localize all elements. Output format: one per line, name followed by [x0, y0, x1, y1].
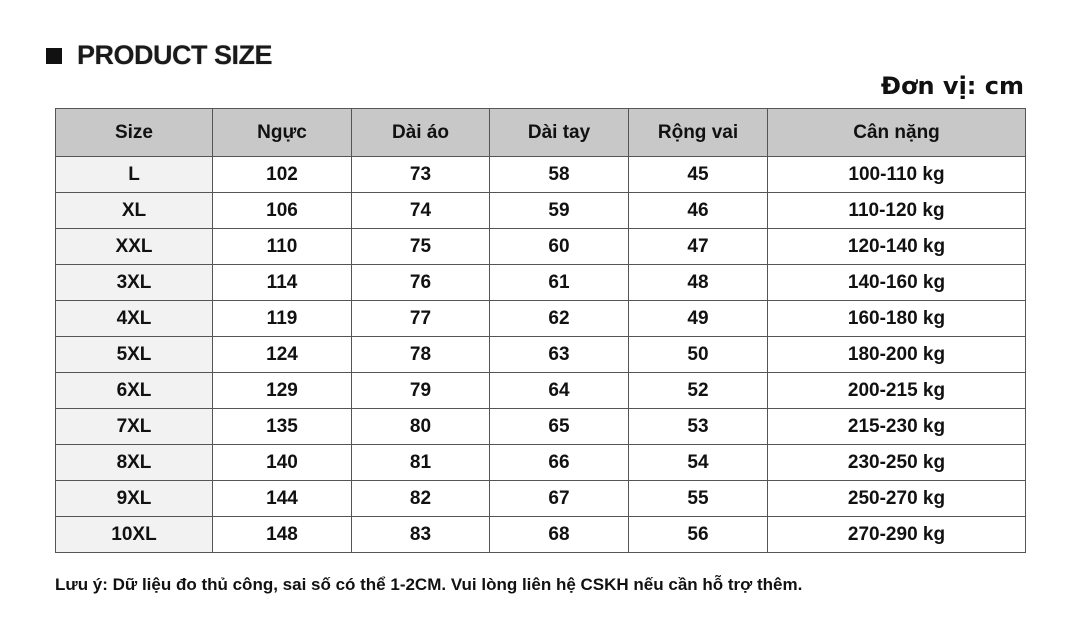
weight-cell: 230-250 kg [768, 445, 1026, 481]
size-cell: XL [56, 193, 213, 229]
weight-cell: 180-200 kg [768, 337, 1026, 373]
length-cell: 74 [352, 193, 490, 229]
length-cell: 75 [352, 229, 490, 265]
weight-cell: 200-215 kg [768, 373, 1026, 409]
weight-cell: 160-180 kg [768, 301, 1026, 337]
table-row [56, 409, 1026, 445]
size-cell: 4XL [56, 301, 213, 337]
sleeve-cell: 62 [490, 301, 629, 337]
weight-cell: 270-290 kg [768, 517, 1026, 553]
shoulder-cell: 56 [629, 517, 768, 553]
sleeve-cell: 66 [490, 445, 629, 481]
length-cell: 81 [352, 445, 490, 481]
chest-cell: 106 [213, 193, 352, 229]
shoulder-cell: 54 [629, 445, 768, 481]
length-cell: 80 [352, 409, 490, 445]
table-row [56, 373, 1026, 409]
shoulder-cell: 53 [629, 409, 768, 445]
length-cell: 82 [352, 481, 490, 517]
sleeve-cell: 63 [490, 337, 629, 373]
chest-cell: 102 [213, 157, 352, 193]
square-bullet-icon [46, 48, 62, 64]
sleeve-cell: 60 [490, 229, 629, 265]
size-cell: 5XL [56, 337, 213, 373]
table-row [56, 157, 1026, 193]
table-row [56, 193, 1026, 229]
table-row [56, 301, 1026, 337]
table-body [56, 157, 1026, 553]
weight-cell: 100-110 kg [768, 157, 1026, 193]
shoulder-cell: 52 [629, 373, 768, 409]
table-header-row [56, 109, 1026, 157]
shoulder-cell: 45 [629, 157, 768, 193]
chest-cell: 114 [213, 265, 352, 301]
length-cell: 78 [352, 337, 490, 373]
shoulder-cell: 46 [629, 193, 768, 229]
shoulder-cell: 50 [629, 337, 768, 373]
chest-cell: 124 [213, 337, 352, 373]
size-cell: 3XL [56, 265, 213, 301]
chest-cell: 119 [213, 301, 352, 337]
column-header-weight: Cân nặng [768, 109, 1026, 157]
size-cell: 9XL [56, 481, 213, 517]
chest-cell: 148 [213, 517, 352, 553]
size-table [55, 108, 1026, 553]
sleeve-cell: 58 [490, 157, 629, 193]
column-header-shoulder: Rộng vai [629, 109, 768, 157]
size-cell: 8XL [56, 445, 213, 481]
weight-cell: 140-160 kg [768, 265, 1026, 301]
column-header-sleeve: Dài tay [490, 109, 629, 157]
table-row [56, 229, 1026, 265]
weight-cell: 110-120 kg [768, 193, 1026, 229]
length-cell: 83 [352, 517, 490, 553]
page-header [46, 40, 272, 71]
sleeve-cell: 59 [490, 193, 629, 229]
chest-cell: 140 [213, 445, 352, 481]
size-cell: 10XL [56, 517, 213, 553]
shoulder-cell: 49 [629, 301, 768, 337]
note-text: Lưu ý: Dữ liệu đo thủ công, sai số có thể 1-2CM. Vui lòng liên hệ CSKH nếu cần hỗ trợ thêm. [55, 575, 803, 594]
sleeve-cell: 61 [490, 265, 629, 301]
size-cell: 7XL [56, 409, 213, 445]
sleeve-cell: 68 [490, 517, 629, 553]
size-cell: XXL [56, 229, 213, 265]
chest-cell: 110 [213, 229, 352, 265]
shoulder-cell: 55 [629, 481, 768, 517]
chest-cell: 135 [213, 409, 352, 445]
length-cell: 79 [352, 373, 490, 409]
table-row [56, 445, 1026, 481]
weight-cell: 250-270 kg [768, 481, 1026, 517]
sleeve-cell: 64 [490, 373, 629, 409]
length-cell: 76 [352, 265, 490, 301]
length-cell: 77 [352, 301, 490, 337]
table-row [56, 517, 1026, 553]
size-cell: 6XL [56, 373, 213, 409]
sleeve-cell: 67 [490, 481, 629, 517]
column-header-chest: Ngực [213, 109, 352, 157]
length-cell: 73 [352, 157, 490, 193]
weight-cell: 120-140 kg [768, 229, 1026, 265]
size-cell: L [56, 157, 213, 193]
table-row [56, 337, 1026, 373]
sleeve-cell: 65 [490, 409, 629, 445]
table-row [56, 265, 1026, 301]
page-title: PRODUCT SIZE [77, 40, 273, 70]
column-header-length: Dài áo [352, 109, 490, 157]
shoulder-cell: 47 [629, 229, 768, 265]
chest-cell: 144 [213, 481, 352, 517]
shoulder-cell: 48 [629, 265, 768, 301]
weight-cell: 215-230 kg [768, 409, 1026, 445]
chest-cell: 129 [213, 373, 352, 409]
column-header-size: Size [56, 109, 213, 157]
table-row [56, 481, 1026, 517]
unit-label: Đơn vị: cm [880, 72, 1024, 100]
